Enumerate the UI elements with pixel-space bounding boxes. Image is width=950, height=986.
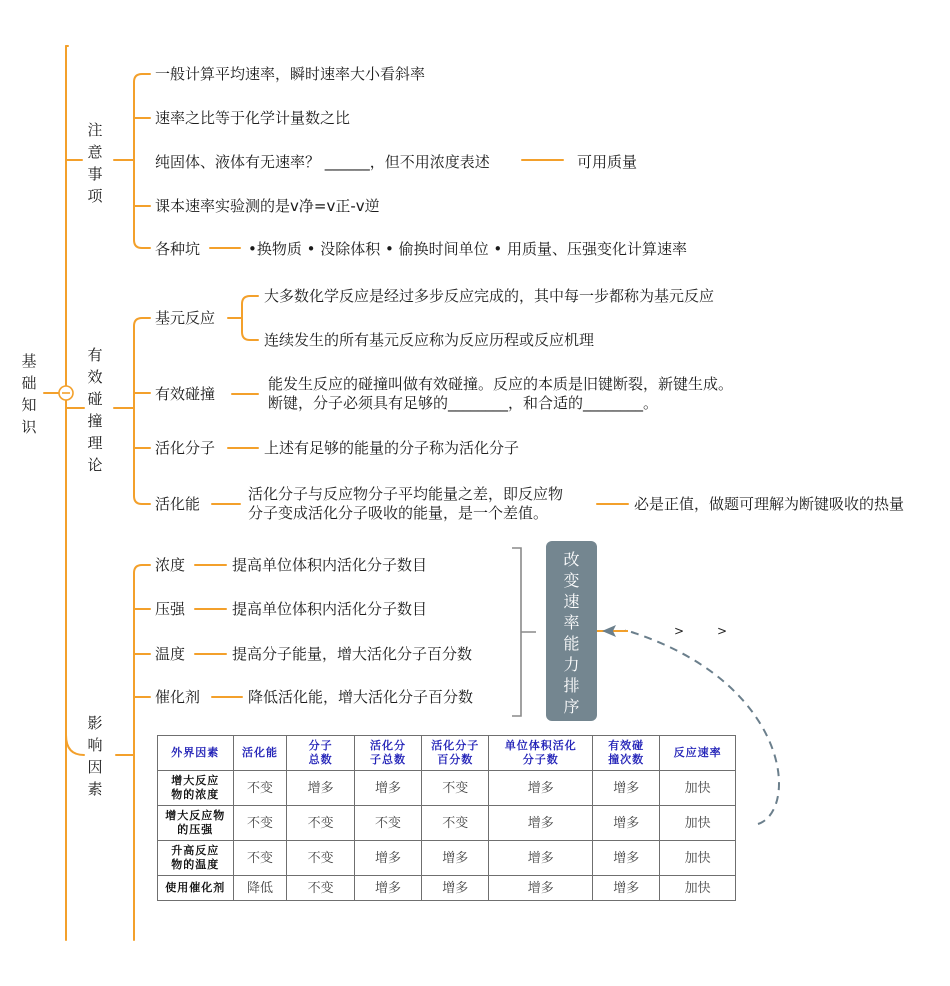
table-cell: 不变	[287, 806, 354, 841]
activation-energy-label: 活化能	[155, 495, 201, 513]
table-cell: 增多	[354, 841, 421, 876]
activated-molecule-label: 活化分子	[155, 439, 216, 457]
branch-collision-label: 有效碰撞理论	[87, 346, 103, 474]
table-row	[158, 841, 736, 876]
table-row	[158, 771, 736, 806]
table-cell: 不变	[422, 806, 489, 841]
table-cell: 不变	[422, 771, 489, 806]
table-cell: 增多	[593, 876, 660, 901]
table-header-cell: 外界因素	[158, 736, 234, 771]
table-cell: 增多	[593, 841, 660, 876]
table-cell: 增多	[422, 841, 489, 876]
table-cell: 不变	[354, 806, 421, 841]
factor-temperature: 温度	[155, 645, 186, 663]
factors-bracket	[512, 548, 536, 716]
branch-notes-label: 注意事项	[87, 121, 103, 205]
table-cell: 加快	[660, 841, 736, 876]
table-cell: 不变	[233, 771, 287, 806]
table-header-cell: 活化分 子总数	[354, 736, 421, 771]
note-item-5: 各种坑	[155, 240, 201, 258]
table-header-cell: 活化分子 百分数	[422, 736, 489, 771]
rate-ranking-badge: 改变速率能力排序	[546, 541, 597, 721]
table-cell: 不变	[233, 806, 287, 841]
table-row	[158, 876, 736, 901]
factor-concentration-effect: 提高单位体积内活化分子数目	[232, 556, 428, 574]
effective-collision-label: 有效碰撞	[155, 385, 216, 403]
table-header-cell: 分子 总数	[287, 736, 354, 771]
table-cell: 增多	[422, 876, 489, 901]
table-row-header: 增大反应 物的浓度	[158, 771, 234, 806]
reaction-mechanism-def: 连续发生的所有基元反应称为反应历程或反应机理	[264, 331, 595, 349]
table-row	[158, 806, 736, 841]
activation-energy-text: 活化分子与反应物分子平均能量之差，即反应物 分子变成活化分子吸收的能量，是一个差值。	[248, 485, 564, 522]
elementary-reaction-label: 基元反应	[155, 309, 216, 327]
table-header-row	[158, 736, 736, 771]
ranking-sign-1: >	[674, 624, 685, 638]
factor-pressure: 压强	[155, 600, 186, 618]
table-cell: 加快	[660, 771, 736, 806]
note-item-1: 一般计算平均速率，瞬时速率大小看斜率	[155, 65, 426, 83]
factor-concentration: 浓度	[155, 556, 186, 574]
factor-temperature-effect: 提高分子能量，增大活化分子百分数	[232, 645, 473, 663]
table-cell: 降低	[233, 876, 287, 901]
collapse-toggle[interactable]	[59, 386, 73, 400]
elementary-reaction-def: 大多数化学反应是经过多步反应完成的，其中每一步都称为基元反应	[264, 287, 715, 305]
pitfalls-list: •换物质 • 没除体积 • 偷换时间单位 • 用质量、压强变化计算速率	[248, 240, 688, 258]
root-label: 基础知识	[21, 352, 37, 436]
table-cell: 增多	[489, 806, 593, 841]
table-row-header: 升高反应 物的温度	[158, 841, 234, 876]
table-cell: 加快	[660, 806, 736, 841]
table-cell: 增多	[287, 771, 354, 806]
note-item-4: 课本速率实验测的是v净=v正-v逆	[155, 197, 380, 215]
table-cell: 增多	[489, 876, 593, 901]
table-cell: 不变	[287, 876, 354, 901]
factor-catalyst-effect: 降低活化能，增大活化分子百分数	[248, 688, 474, 706]
table-header-cell: 有效碰 撞次数	[593, 736, 660, 771]
factor-comparison-table	[157, 735, 736, 901]
branch-factors-label: 影响因素	[87, 714, 103, 798]
table-cell: 增多	[593, 806, 660, 841]
table-cell: 加快	[660, 876, 736, 901]
table-cell: 不变	[233, 841, 287, 876]
table-header-cell: 单位体积活化 分子数	[489, 736, 593, 771]
table-cell: 不变	[287, 841, 354, 876]
note-item-3: 纯固体、液体有无速率？ ______，但不用浓度表述	[155, 153, 490, 171]
table-cell: 增多	[593, 771, 660, 806]
factor-catalyst: 催化剂	[155, 688, 201, 706]
ranking-sign-2: >	[717, 624, 728, 638]
activated-molecule-text: 上述有足够的能量的分子称为活化分子	[264, 439, 520, 457]
note-item-2: 速率之比等于化学计量数之比	[155, 109, 351, 127]
table-header-cell: 活化能	[233, 736, 287, 771]
table-header-cell: 反应速率	[660, 736, 736, 771]
factor-pressure-effect: 提高单位体积内活化分子数目	[232, 600, 428, 618]
note-item-3-extra: 可用质量	[577, 153, 638, 171]
activation-energy-note: 必是正值，做题可理解为断键吸收的热量	[634, 495, 905, 513]
table-cell: 增多	[354, 771, 421, 806]
table-cell: 增多	[489, 771, 593, 806]
effective-collision-text: 能发生反应的碰撞叫做有效碰撞。反应的本质是旧键断裂，新键生成。 断键，分子必须具有足够的________，和合适的________。	[268, 375, 734, 412]
table-cell: 增多	[489, 841, 593, 876]
table-row-header: 增大反应物 的压强	[158, 806, 234, 841]
table-row-header: 使用催化剂	[158, 876, 234, 901]
table-cell: 增多	[354, 876, 421, 901]
